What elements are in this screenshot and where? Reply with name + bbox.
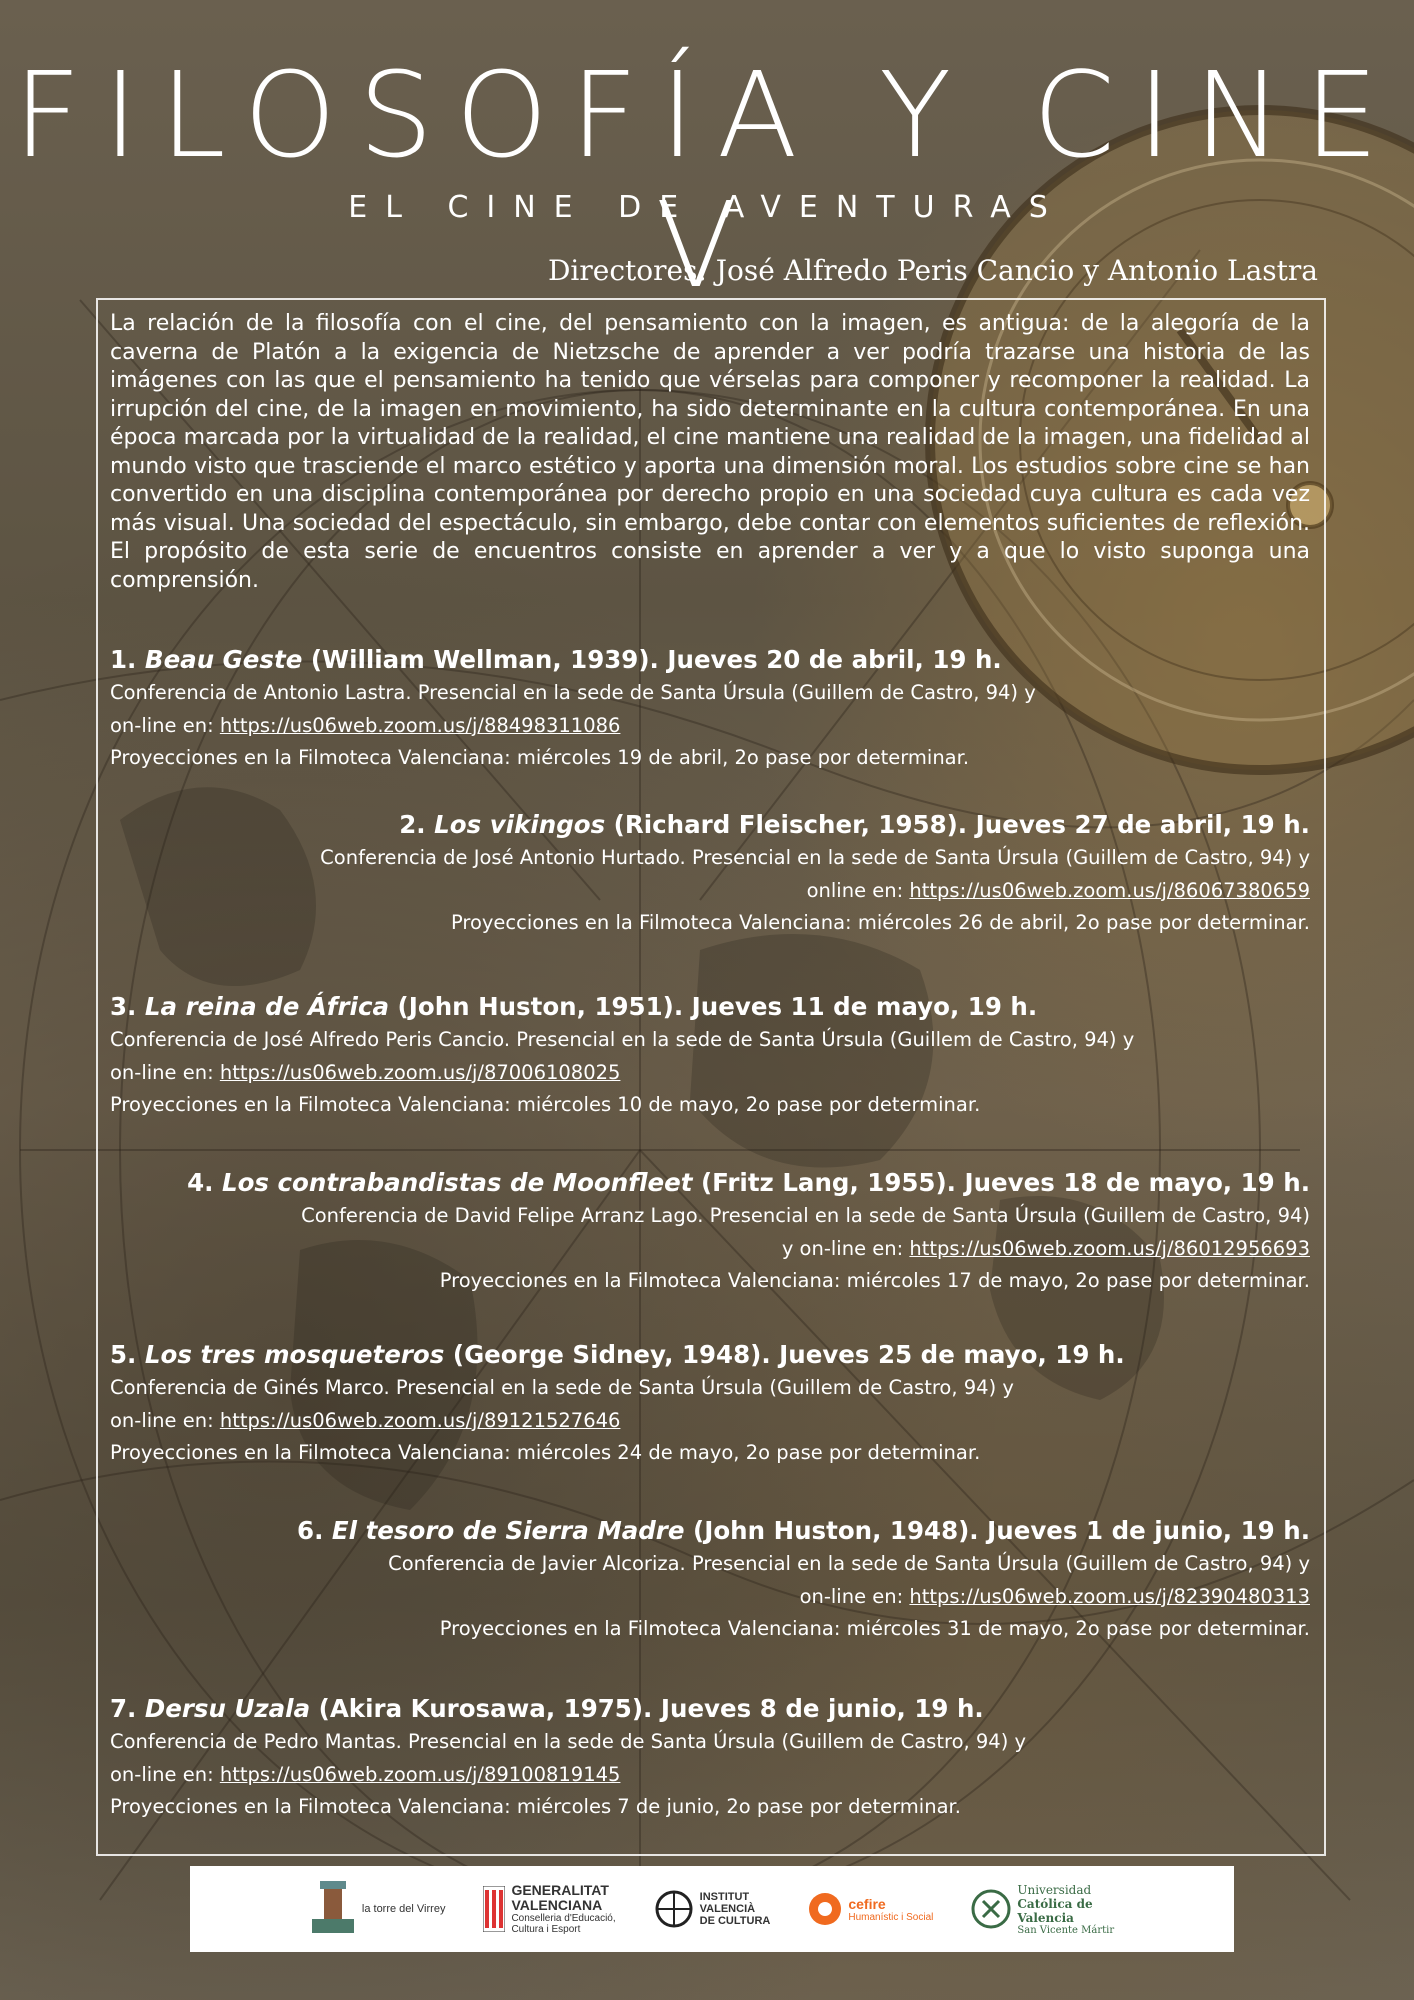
session-heading	[110, 990, 1310, 1024]
session-details: (William Wellman, 1939). Jueves 20 de abril, 19 h.	[302, 645, 1002, 674]
logo-generalitat	[483, 1883, 615, 1935]
circle-emblem-icon	[654, 1889, 694, 1929]
session-number: 5.	[110, 1340, 137, 1369]
session-details: (George Sidney, 1948). Jueves 25 de mayo, 19 h.	[444, 1340, 1125, 1369]
logo-text: Católica de	[1017, 1896, 1093, 1911]
session-details: (Akira Kurosawa, 1975). Jueves 8 de junio, 19 h.	[310, 1694, 984, 1723]
conference-line: Conferencia de Ginés Marco. Presencial en la sede de Santa Úrsula (Guillem de Castro, 94) y	[110, 1376, 1014, 1399]
logo-text: GENERALITAT	[511, 1882, 609, 1898]
projection-line: Proyecciones en la Filmoteca Valenciana: miércoles 10 de mayo, 2o pase por determinar.	[110, 1093, 981, 1116]
cefire-icon	[808, 1892, 842, 1926]
online-line	[110, 710, 1310, 743]
conference-line: Conferencia de David Felipe Arranz Lago. Presencial en la sede de Santa Úrsula (Guillem de Castro, 94)	[301, 1204, 1310, 1227]
session-3	[110, 990, 1310, 1122]
logo-text: VALENCIÀ	[699, 1903, 756, 1915]
session-heading	[110, 1166, 1310, 1200]
online-line	[110, 1405, 1310, 1438]
session-heading	[110, 1692, 1310, 1726]
session-number: 1.	[110, 645, 137, 674]
directors-line: Directores: José Alfredo Peris Cancio y Antonio Lastra	[547, 254, 1318, 287]
online-line	[110, 1233, 1310, 1266]
online-label: on-line en:	[110, 1060, 220, 1084]
zoom-link[interactable]: https://us06web.zoom.us/j/86012956693	[909, 1236, 1310, 1260]
film-title: Los contrabandistas de Moonfleet	[221, 1168, 693, 1197]
conference-line: Conferencia de José Alfredo Peris Cancio. Presencial en la sede de Santa Úrsula (Guillem de Castro, 94) y	[110, 1028, 1135, 1051]
logo-ucv	[971, 1883, 1114, 1936]
zoom-link[interactable]: https://us06web.zoom.us/j/87006108025	[219, 1060, 621, 1084]
projection-line: Proyecciones en la Filmoteca Valenciana: miércoles 17 de mayo, 2o pase por determinar.	[439, 1269, 1310, 1292]
session-number: 6.	[297, 1516, 324, 1545]
logo-cefire	[808, 1892, 933, 1926]
logo-text: Universidad	[1017, 1882, 1092, 1897]
film-title: Beau Geste	[144, 645, 303, 674]
logo-text: Cultura i Esport	[511, 1924, 581, 1935]
online-label: y on-line en:	[781, 1236, 910, 1260]
zoom-link[interactable]: https://us06web.zoom.us/j/86067380659	[909, 878, 1310, 902]
logo-text: cefire	[848, 1895, 886, 1912]
film-title: La reina de África	[144, 992, 390, 1021]
session-1	[110, 643, 1310, 775]
logo-text: Conselleria d'Educació,	[511, 1913, 616, 1924]
online-label: on-line en:	[110, 713, 220, 737]
session-details: (John Huston, 1948). Jueves 1 de junio, 19 h.	[684, 1516, 1310, 1545]
conference-line: Conferencia de Pedro Mantas. Presencial en la sede de Santa Úrsula (Guillem de Castro, 94) y	[110, 1730, 1027, 1753]
session-details: (John Huston, 1951). Jueves 11 de mayo, 19 h.	[389, 992, 1038, 1021]
online-line	[110, 1581, 1310, 1614]
zoom-link[interactable]: https://us06web.zoom.us/j/89121527646	[219, 1408, 621, 1432]
session-5	[110, 1338, 1310, 1470]
logo-text: Humanístic i Social	[848, 1911, 934, 1923]
online-label: on-line en:	[110, 1762, 220, 1786]
logo-text: DE CULTURA	[699, 1915, 771, 1927]
session-number: 3.	[110, 992, 137, 1021]
online-line	[110, 875, 1310, 908]
session-number: 7.	[110, 1694, 137, 1723]
projection-line: Proyecciones en la Filmoteca Valenciana: miércoles 31 de mayo, 2o pase por determinar.	[439, 1617, 1310, 1640]
online-label: on-line en:	[110, 1408, 220, 1432]
logo-institut-valencia-cultura	[654, 1889, 771, 1929]
session-2	[110, 808, 1310, 940]
seal-icon	[971, 1889, 1011, 1929]
session-number: 2.	[399, 810, 426, 839]
session-details: (Fritz Lang, 1955). Jueves 18 de mayo, 19 h.	[692, 1168, 1310, 1197]
film-title: El tesoro de Sierra Madre	[331, 1516, 685, 1545]
intro-paragraph: La relación de la filosofía con el cine, del pensamiento con la imagen, es antigua: de la alegoría de la caverna de Platón a la exigencia de Nietzsche de aprender a ver podría trazarse una historia de las imágenes con las que el pensamiento ha tenido que vérselas para componer y recomponer la realidad. La irrupción del cine, de la imagen en movimiento, ha sido determinante en la cultura contemporánea. En una época marcada por la virtualidad de la realidad, el cine mantiene una realidad de la imagen, una fidelidad al mundo visto que trasciende el marco estético y aporta una dimensión moral. Los estudios sobre cine se han convertido en una disciplina contemporánea por derecho propio en una sociedad cuya cultura es cada vez más visual. Una sociedad del espectáculo, sin embargo, debe contar con elementos suficientes de reflexión. El propósito de esta serie de encuentros consiste en aprender a ver y a que lo visto suponga una comprensión.	[110, 311, 1310, 593]
conference-line: Conferencia de Javier Alcoriza. Presencial en la sede de Santa Úrsula (Guillem de Castro, 94) y	[388, 1552, 1310, 1575]
session-details: (Richard Fleischer, 1958). Jueves 27 de abril, 19 h.	[605, 810, 1310, 839]
session-heading	[110, 1514, 1310, 1548]
logo-torre-del-virrey	[310, 1879, 446, 1939]
film-title: Dersu Uzala	[144, 1694, 311, 1723]
logo-text: VALENCIANA	[511, 1897, 603, 1913]
logo-text: San Vicente Mártir	[1017, 1924, 1115, 1936]
film-title: Los tres mosqueteros	[144, 1340, 445, 1369]
zoom-link[interactable]: https://us06web.zoom.us/j/89100819145	[219, 1762, 621, 1786]
sponsor-logos-bar	[190, 1866, 1234, 1952]
flag-icon	[483, 1886, 505, 1932]
projection-line: Proyecciones en la Filmoteca Valenciana: miércoles 26 de abril, 2o pase por determinar.	[450, 911, 1310, 934]
page-title: FILOSOFÍA Y CINE V	[13, 46, 1401, 314]
film-title: Los vikingos	[434, 810, 606, 839]
session-heading	[110, 1338, 1310, 1372]
online-label: online en:	[806, 878, 910, 902]
session-6	[110, 1514, 1310, 1646]
session-heading	[110, 808, 1310, 842]
logo-text: la torre del Virrey	[361, 1903, 446, 1915]
projection-line: Proyecciones en la Filmoteca Valenciana: miércoles 24 de mayo, 2o pase por determinar.	[110, 1441, 981, 1464]
online-line	[110, 1759, 1310, 1792]
session-7	[110, 1692, 1310, 1824]
projection-line: Proyecciones en la Filmoteca Valenciana: miércoles 19 de abril, 2o pase por determinar.	[110, 746, 970, 769]
page-subtitle: EL CINE DE AVENTURAS	[348, 190, 1066, 225]
session-number: 4.	[187, 1168, 214, 1197]
projection-line: Proyecciones en la Filmoteca Valenciana: miércoles 7 de junio, 2o pase por determinar.	[110, 1795, 961, 1818]
conference-line: Conferencia de Antonio Lastra. Presencial en la sede de Santa Úrsula (Guillem de Castro, 94) y	[110, 681, 1036, 704]
session-heading	[110, 643, 1310, 677]
session-4	[110, 1166, 1310, 1298]
logo-text: INSTITUT	[699, 1891, 750, 1903]
conference-line: Conferencia de José Antonio Hurtado. Presencial en la sede de Santa Úrsula (Guillem de Castro, 94) y	[320, 846, 1310, 869]
tower-icon	[310, 1879, 356, 1939]
zoom-link[interactable]: https://us06web.zoom.us/j/82390480313	[909, 1584, 1310, 1608]
online-line	[110, 1057, 1310, 1090]
online-label: on-line en:	[799, 1584, 910, 1608]
zoom-link[interactable]: https://us06web.zoom.us/j/88498311086	[219, 713, 621, 737]
logo-text: Valencia	[1017, 1910, 1074, 1925]
